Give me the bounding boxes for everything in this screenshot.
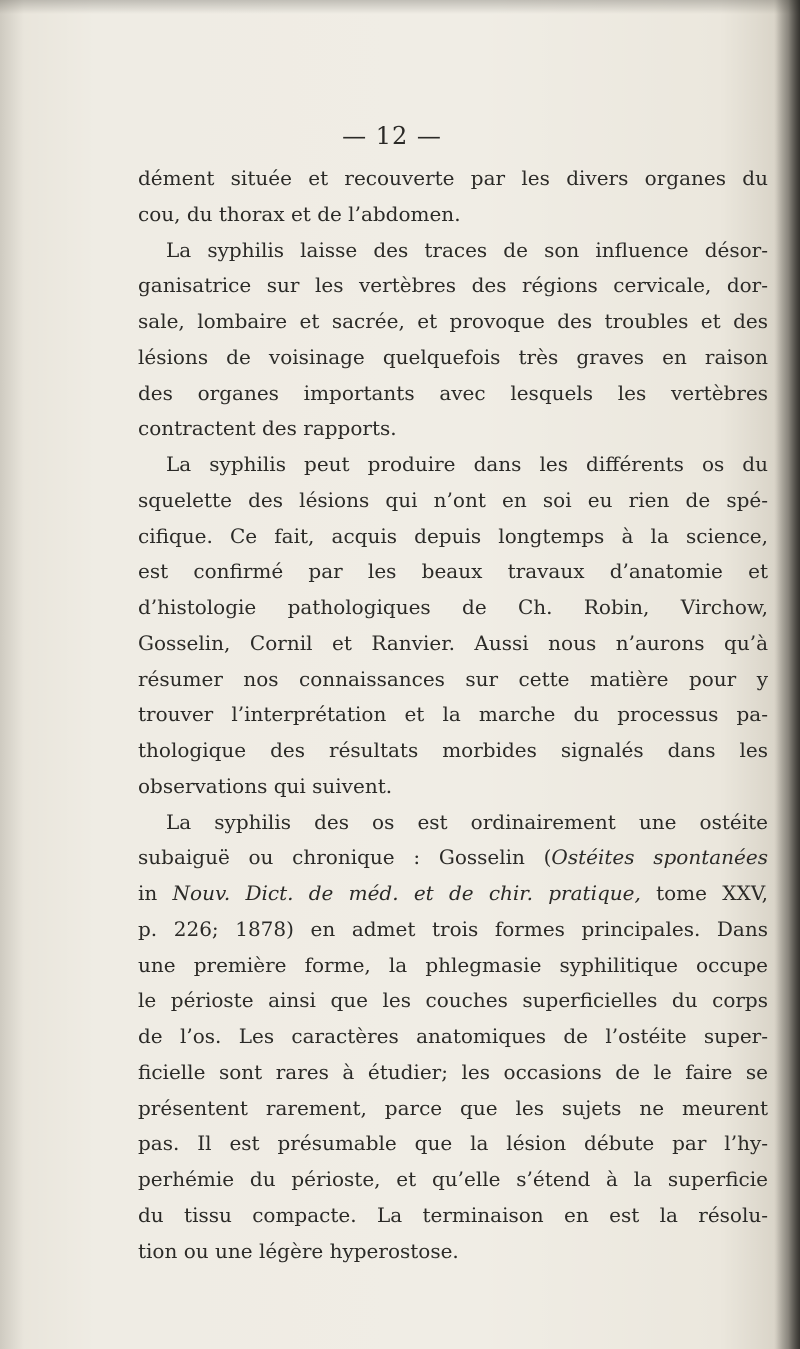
text-segment: observations qui suivent. [138,773,393,798]
text-segment: La syphilis peut produire dans les différents os du [166,452,768,476]
text-line [138,948,768,984]
text-line [138,268,768,304]
text-line [138,876,768,912]
text-line [138,912,768,948]
text-segment: du tissu compacte. La terminaison en est la résolu- [138,1202,768,1227]
text-line [138,1055,768,1091]
text-line [138,340,768,376]
italic-text: Ostéites spontanées [551,845,768,870]
italic-text: Nouv. Dict. de méd. et de chir. pratique, [172,881,641,905]
text-segment: lésions de voisinage quelquefois très graves en raison [138,344,768,369]
text-line [138,519,768,555]
text-line [138,1162,768,1198]
text-line [138,697,768,733]
text-line [138,626,768,662]
text-segment: le périoste ainsi que les couches superficielles du corps [138,988,768,1013]
text-segment: dément située et recouverte par les divers organes du [138,166,768,190]
text-segment: contractent des rapports. [138,416,397,441]
text-line [138,233,768,269]
text-line [138,1019,768,1055]
text-segment: ficielle sont rares à étudier; les occasions de le faire se [138,1059,768,1084]
text-line [138,769,768,805]
text-segment: perhémie du périoste, et qu’elle s’étend à la superficie [138,1167,768,1191]
page-binding-edge [774,0,800,1349]
text-segment: pas. Il est présumable que la lésion débute par l’hy- [138,1131,768,1156]
text-line [138,1091,768,1127]
text-line [138,411,768,447]
text-segment: La syphilis des os est ordinairement une ostéite [166,809,768,834]
text-segment: tome XXV, [640,881,768,905]
text-line [138,1126,768,1162]
text-segment: La syphilis laisse des traces de son influence désor- [166,237,768,262]
page-top-shade [0,0,800,14]
text-line [138,590,768,626]
text-line [138,805,768,841]
text-line [138,983,768,1019]
text-segment: cou, du thorax et de l’abdomen. [138,201,461,226]
text-segment: tion ou une légère hyperostose. [138,1238,459,1263]
page-number: — 12 — [342,122,442,150]
text-segment: thologique des résultats morbides signalés dans les [138,738,768,762]
text-line [138,161,768,197]
text-line [138,1198,768,1234]
text-segment: Gosselin, Cornil et Ranvier. Aussi nous n’aurons qu’à [138,630,768,655]
text-segment: ganisatrice sur les vertèbres des régions cervicale, dor- [138,273,768,298]
text-segment: résumer nos connaissances sur cette matière pour y [138,666,768,691]
text-segment: sale, lombaire et sacrée, et provoque des troubles et des [138,309,768,333]
text-line [138,304,768,340]
text-line [138,376,768,412]
text-line [138,197,768,233]
text-segment: cifique. Ce fait, acquis depuis longtemps à la science, [138,523,768,548]
text-line [138,1234,768,1270]
text-segment: des organes importants avec lesquels les vertèbres [138,380,768,405]
text-segment: squelette des lésions qui n’ont en soi eu rien de spé- [138,487,768,512]
text-line [138,662,768,698]
text-line [138,733,768,769]
text-segment: p. 226; 1878) en admet trois formes principales. Dans [138,916,768,941]
text-line [138,840,768,876]
text-line [138,554,768,590]
text-segment: d’histologie pathologiques de Ch. Robin, Virchow, [138,595,768,619]
text-segment: est confirmé par les beaux travaux d’anatomie et [138,559,768,584]
text-segment: trouver l’interprétation et la marche du processus pa- [138,702,768,727]
text-segment: une première forme, la phlegmasie syphilitique occupe [138,952,768,977]
text-line [138,483,768,519]
text-segment: subaiguë ou chronique : Gosselin ( [138,845,552,870]
text-segment: de l’os. Les caractères anatomiques de l’ostéite super- [138,1024,768,1048]
text-segment: in [138,881,173,905]
page-left-shade [0,0,24,1349]
text-segment: présentent rarement, parce que les sujets ne meurent [138,1095,768,1120]
text-line [138,447,768,483]
body-text [138,161,768,1269]
